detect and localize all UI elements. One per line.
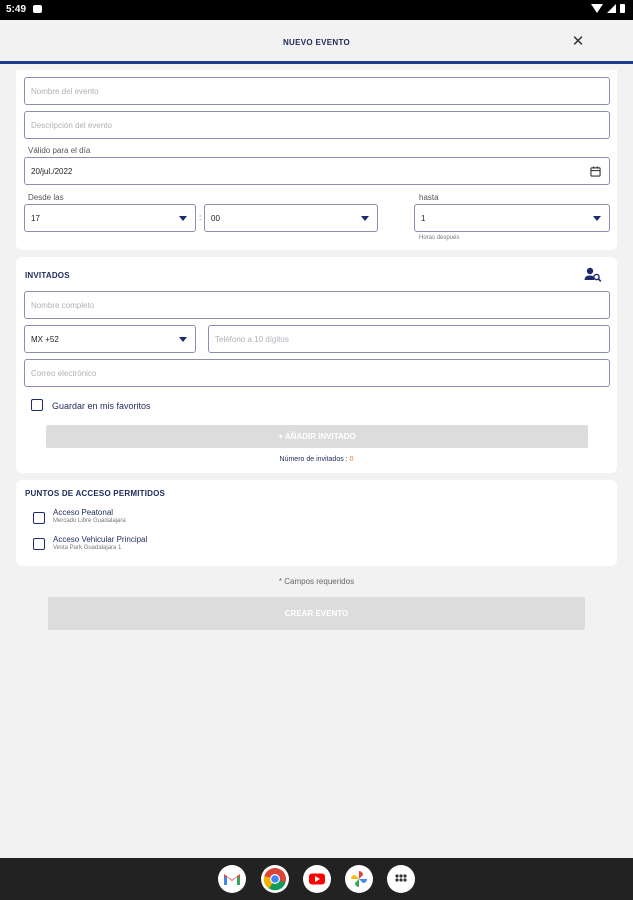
wifi-icon [591, 4, 603, 13]
hour-value: 17 [31, 214, 40, 223]
from-label: Desde las [28, 193, 64, 202]
event-description-field[interactable] [24, 111, 610, 139]
chat-notification-icon [33, 5, 42, 13]
access-point-name: Acceso Vehicular Principal [53, 535, 148, 544]
phone-placeholder: Teléfono a 10 dígitos [215, 335, 289, 344]
hour-select[interactable] [24, 204, 196, 232]
guests-card [16, 257, 617, 473]
chevron-down-icon [593, 216, 601, 221]
hours-after-hint: Horas después [419, 235, 460, 241]
status-time: 5:49 [6, 4, 27, 15]
app-dock [0, 858, 633, 900]
full-name-field[interactable] [24, 291, 610, 319]
time-colon: : [199, 213, 202, 222]
chevron-down-icon [179, 337, 187, 342]
country-code-select[interactable] [24, 325, 196, 353]
save-favorites-checkbox[interactable] [31, 399, 43, 411]
search-contact-icon[interactable] [584, 267, 602, 283]
access-points-title: PUNTOS DE ACCESO PERMITIDOS [25, 489, 166, 498]
guests-title: INVITADOS [25, 271, 70, 280]
add-guest-button[interactable]: + AÑADIR INVITADO [46, 425, 588, 448]
signal-icon [607, 4, 616, 13]
date-field[interactable] [24, 157, 610, 185]
battery-icon [620, 4, 625, 13]
hours-after-value: 1 [421, 214, 426, 223]
valid-date-label: Válido para el día [28, 146, 91, 155]
event-name-placeholder: Nombre del evento [31, 87, 99, 96]
access-point-checkbox[interactable] [33, 538, 45, 550]
access-points-card [16, 480, 617, 566]
access-point-item[interactable] [16, 533, 617, 557]
date-value: 20/jul./2022 [31, 167, 73, 176]
guest-count-label: Número de invitados : [279, 456, 348, 463]
guest-count-value: 0 [349, 456, 354, 463]
calendar-icon[interactable] [590, 166, 601, 177]
until-label: hasta [419, 193, 439, 202]
photos-icon[interactable] [345, 865, 373, 893]
status-bar [0, 0, 633, 20]
minute-select[interactable] [204, 204, 378, 232]
required-note: * Campos requeridos [278, 577, 355, 586]
phone-field[interactable] [208, 325, 610, 353]
event-description-placeholder: Descripción del evento [31, 121, 112, 130]
guest-count [16, 456, 617, 463]
apps-icon[interactable] [387, 865, 415, 893]
youtube-icon[interactable] [303, 865, 331, 893]
event-details-card [16, 70, 617, 250]
app-header [0, 20, 633, 64]
event-name-field[interactable] [24, 77, 610, 105]
gmail-icon[interactable] [218, 865, 246, 893]
access-point-name: Acceso Peatonal [53, 508, 114, 517]
chevron-down-icon [179, 216, 187, 221]
close-icon[interactable]: ✕ [571, 33, 585, 50]
access-point-location: Mercado Libre Guadalajara [53, 518, 126, 524]
system-icons [591, 4, 625, 13]
email-placeholder: Correo electrónico [31, 369, 97, 378]
chrome-icon[interactable] [261, 865, 289, 893]
hours-after-select[interactable] [414, 204, 610, 232]
chevron-down-icon [361, 216, 369, 221]
save-favorites-label[interactable]: Guardar en mis favoritos [52, 401, 151, 411]
country-code-value: MX +52 [31, 335, 59, 344]
access-point-item[interactable] [16, 506, 617, 530]
full-name-placeholder: Nombre completo [31, 301, 95, 310]
email-field[interactable] [24, 359, 610, 387]
access-point-location: Vesta Park Guadalajara 1 [53, 545, 122, 551]
minute-value: 00 [211, 214, 220, 223]
page-title: NUEVO EVENTO [282, 38, 351, 47]
access-point-checkbox[interactable] [33, 512, 45, 524]
create-event-button[interactable]: CREAR EVENTO [48, 597, 585, 630]
